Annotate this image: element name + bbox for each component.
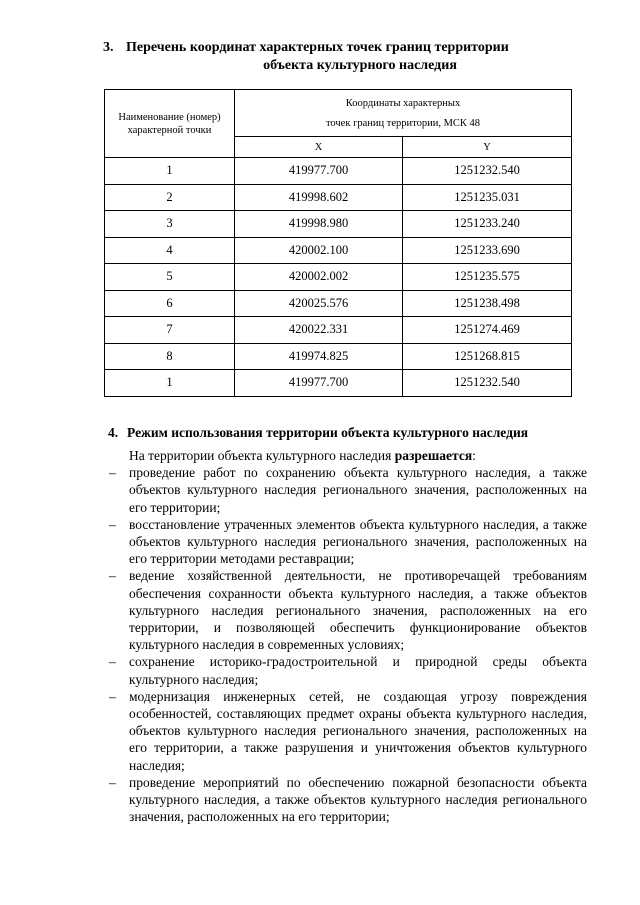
header-x: X [235, 137, 403, 158]
cell-x: 420025.576 [235, 290, 403, 317]
list-item-text: ведение хозяйственной деятельности, не противоречащей требованиям обеспечения сохранности объекта культурного наследия, а также объектов культурного наследия регионального значения, расположенных на его территории, и позволяющей обеспечить функционирование объектов культурного наследия в современных условиях; [129, 568, 587, 653]
cell-y: 1251232.540 [403, 158, 572, 185]
section-3-title-line2: объекта культурного наследия [263, 58, 457, 73]
list-item [107, 516, 587, 568]
table-row [105, 264, 572, 291]
cell-point: 5 [105, 264, 235, 291]
dash-bullet: – [109, 568, 116, 584]
list-item-text: проведение мероприятий по обеспечению пожарной безопасности объекта культурного наследия, а также объектов культурного наследия регионального значения, расположенных на его территории; [129, 774, 587, 825]
cell-x: 420002.002 [235, 264, 403, 291]
list-item [107, 567, 587, 653]
list-item [107, 464, 587, 516]
cell-x: 419998.980 [235, 211, 403, 238]
list-item-text: модернизация инженерных сетей, не создающая угрозу повреждения особенностей, составляющих предмет охраны объекта культурного наследия, объектов культурного наследия регионального значения, расположенных на его территории, а также разрушения и уничтожения объектов культурного наследия; [129, 688, 587, 773]
list-item-text: восстановление утраченных элементов объекта культурного наследия, а также объектов культурного наследия регионального значения, расположенных на его территории методами реставрации; [129, 516, 587, 567]
cell-x: 419977.700 [235, 158, 403, 185]
list-item [107, 688, 587, 774]
cell-x: 419977.700 [235, 370, 403, 397]
cell-x: 420022.331 [235, 317, 403, 344]
section-4-body [107, 447, 587, 825]
section-3-title-line1: Перечень координат характерных точек границ территории [126, 40, 509, 55]
cell-y: 1251235.575 [403, 264, 572, 291]
section-4-title: Режим использования территории объекта культурного наследия [127, 425, 529, 440]
cell-y: 1251233.690 [403, 237, 572, 264]
cell-y: 1251235.031 [403, 184, 572, 211]
header-coordinates-line2: точек границ территории, МСК 48 [325, 117, 481, 129]
cell-point: 4 [105, 237, 235, 264]
header-y: Y [403, 137, 572, 158]
cell-point: 1 [105, 158, 235, 185]
dash-bullet: – [109, 465, 116, 481]
header-coordinates [235, 90, 572, 137]
permitted-intro [107, 447, 587, 464]
table-row [105, 184, 572, 211]
intro-end: : [472, 448, 476, 463]
table-row [105, 211, 572, 238]
list-item [107, 774, 587, 826]
cell-point: 7 [105, 317, 235, 344]
cell-y: 1251233.240 [403, 211, 572, 238]
table-row [105, 370, 572, 397]
list-item-text: проведение работ по сохранению объекта культурного наследия, а также объектов культурного наследия регионального значения, расположенных на его территории; [129, 465, 587, 515]
dash-bullet: – [109, 654, 116, 670]
list-item-text: сохранение историко-градостроительной и природной среды объекта культурного наследия; [129, 654, 587, 687]
table-row [105, 290, 572, 317]
table-row [105, 317, 572, 344]
dash-bullet: – [109, 688, 116, 704]
cell-y: 1251268.815 [403, 343, 572, 370]
intro-text: На территории объекта культурного наследия [129, 448, 395, 463]
table-row [105, 158, 572, 185]
cell-point: 1 [105, 370, 235, 397]
cell-y: 1251274.469 [403, 317, 572, 344]
section-3-number: 3. [103, 40, 114, 55]
cell-x: 419974.825 [235, 343, 403, 370]
table-row [105, 343, 572, 370]
header-point-name: Наименование (номер) характерной точки [105, 90, 235, 158]
header-coordinates-line1: Координаты характерных [345, 97, 461, 109]
dash-bullet: – [109, 774, 116, 790]
intro-bold: разрешается [394, 448, 473, 463]
cell-point: 8 [105, 343, 235, 370]
cell-y: 1251232.540 [403, 370, 572, 397]
permitted-activities-list [107, 464, 587, 825]
coordinates-table [104, 89, 572, 397]
cell-y: 1251238.498 [403, 290, 572, 317]
cell-x: 420002.100 [235, 237, 403, 264]
cell-point: 6 [105, 290, 235, 317]
cell-point: 2 [105, 184, 235, 211]
dash-bullet: – [109, 516, 116, 532]
section-4-number: 4. [108, 425, 119, 440]
table-row [105, 237, 572, 264]
cell-x: 419998.602 [235, 184, 403, 211]
list-item [107, 653, 587, 687]
cell-point: 3 [105, 211, 235, 238]
